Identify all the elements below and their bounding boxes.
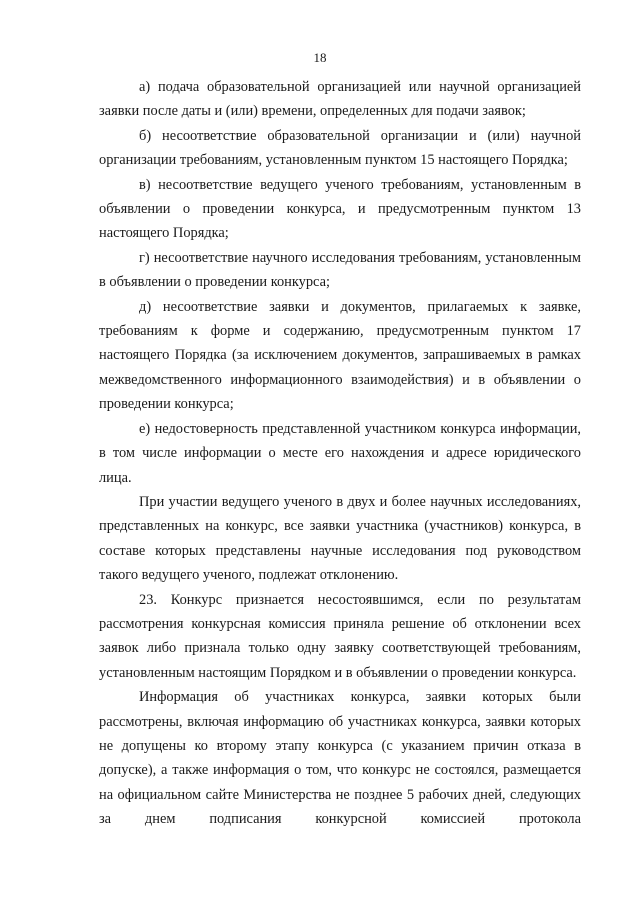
clause-d: д) несоответствие заявки и документов, прилагаемых к заявке, требованиям к форме и содержанию, предусмотренным пунктом 17 настоящего Порядка (за исключением документов, запрашиваемых в рамках межведомственного информационного взаимодействия) и в объявлении о проведении конкурса; bbox=[99, 298, 581, 413]
section-23-paragraph: 23. Конкурс признается несостоявшимся, если по результатам рассмотрения конкурсная комиссия приняла решение об отклонении всех заявок либо признала только одну заявку соответствующей требованиям, установленным настоящим Порядком и в объявлении о проведении конкурса. bbox=[99, 591, 581, 681]
lead-scientist-paragraph: При участии ведущего ученого в двух и более научных исследованиях, представленных на конкурс, все заявки участника (участников) конкурса, в составе которых представлены научные исследования под руководством такого ведущего ученого, подлежат отклонению. bbox=[99, 493, 581, 584]
clause-b: б) несоответствие образовательной организации и (или) научной организации требованиям, установленным пунктом 15 настоящего Порядка; bbox=[99, 127, 581, 169]
participants-info-paragraph: Информация об участниках конкурса, заявки которых были рассмотрены, включая информацию об участниках конкурса, заявки которых не допущены ко второму этапу конкурса (с указанием причин отказа в допуске), а также информация о том, что конкурс не состоялся, размещается на официальном сайте Министерства не позднее 5 рабочих дней, следующих за днем подписания конкурсной комиссией протокола bbox=[99, 689, 581, 828]
clause-e: е) недостоверность представленной участником конкурса информации, в том числе информации о месте его нахождения и адресе юридического лица. bbox=[99, 420, 581, 486]
page-number: 18 bbox=[313, 50, 327, 65]
clause-v: в) несоответствие ведущего ученого требованиям, установленным в объявлении о проведении конкурса, и предусмотренным пунктом 13 настоящего Порядка; bbox=[99, 176, 581, 242]
clause-g: г) несоответствие научного исследования требованиям, установленным в объявлении о проведении конкурса; bbox=[99, 249, 581, 291]
document-body bbox=[99, 75, 581, 832]
clause-a: а) подача образовательной организацией или научной организацией заявки после даты и (или) времени, определенных для подачи заявок; bbox=[99, 79, 581, 120]
